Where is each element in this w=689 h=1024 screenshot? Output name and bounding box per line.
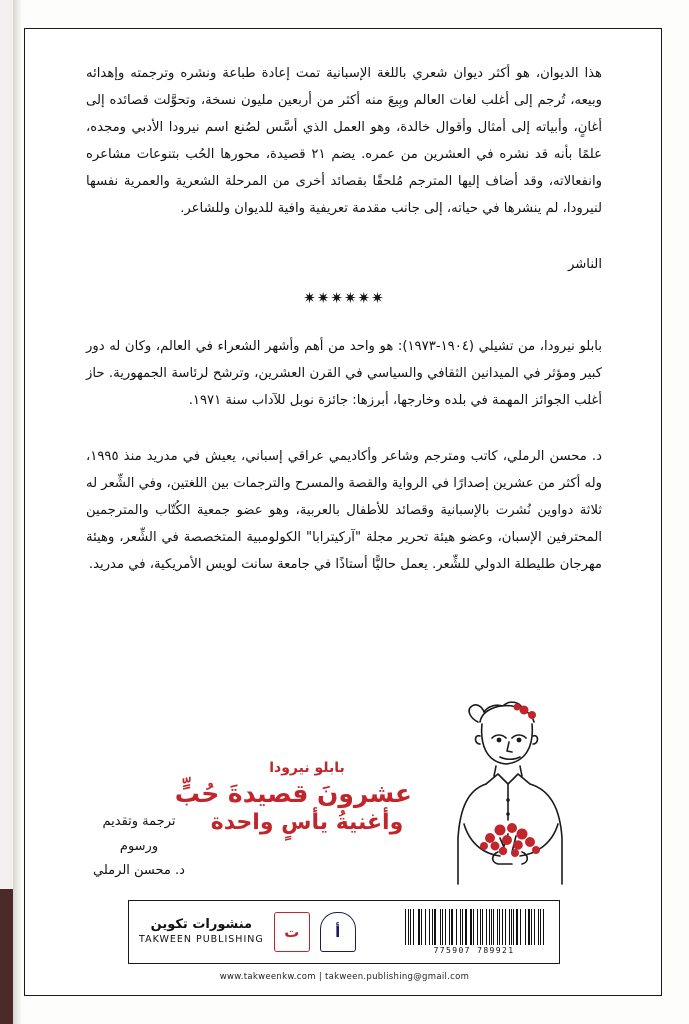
publisher-logo-group <box>139 912 356 952</box>
footer-contact-line: www.takweenkw.com | takween.publishing@gmail.com <box>219 972 470 982</box>
back-cover-text-content <box>86 60 602 595</box>
translator-name: د. محسن الرملي <box>93 863 185 879</box>
blurb-paragraph: هذا الديوان، هو أكثر ديوان شعري باللغة الإسبانية تمت إعادة طباعة ونشره وترجمته وإهدائه وبيعه، تُرجم إلى أغلب لغات العالم وبِيعَ منه أكثر من أربعين مليون نسخة، وتحوَّلت قصائده إلى أغانٍ، وأبياته إلى أمثال وأقوال خالدة، وهو العمل الذي أسَّس لصُنع اسم نيرودا الأدبي ومجده، علمًا بأنه قد نشره في العشرين من عمره. يضم ٢١ قصيدة، محورها الحُب بتنوعات مشاعره وانفعالاته، وقد أضاف إليها المترجم مُلحقًا بقصائد أخرى من المرحلة الشعرية والعمرية نفسها لنيرودا، لم ينشرها في حياته، إلى جانب مقدمة تعريفية وافية للديوان وللشاعر. <box>86 66 602 217</box>
cover-thumbnail-block <box>86 688 602 888</box>
book-spine-strip <box>0 0 13 1024</box>
publisher-signature: الناشر <box>567 257 602 273</box>
barcode-digits: 789921 775907 <box>433 946 515 955</box>
publisher-name-english: TAKWEEN PUBLISHING <box>139 934 264 946</box>
author-bio-paragraph: بابلو نيرودا، من تشيلي (١٩٠٤-١٩٧٣): هو واحد من أهم وأشهر الشعراء في العالم، وكان له دور كبير ومؤثر في الميدانين الثقافي والسياسي في القرن العشرين، وترشح لرئاسة الجمهورية. حاز أغلب الجوائز المهمة في بلده وخارجها، أبرزها: جائزة نوبل للآداب سنة ١٩٧١. <box>86 338 602 408</box>
isbn-barcode <box>399 909 549 955</box>
takween-logo-icon: ت <box>274 912 310 952</box>
page-edge-shadow <box>13 0 22 1024</box>
section-divider-stars: ✷✷✷✷✷✷ <box>303 288 385 307</box>
cover-title-line-2: وأغنيةُ يأسٍ واحدة <box>210 809 404 835</box>
barcode-bars <box>405 909 543 945</box>
translation-label: ترجمة وتقديم ورسوم <box>102 814 176 854</box>
publisher-bottom-bar <box>128 900 560 964</box>
translator-bio-paragraph: د. محسن الرملي، كاتب ومترجم وشاعر وأكاديمي عراقي إسباني، يعيش في مدريد منذ ١٩٩٥، وله أكثر من عشرين إصدارًا في الرواية والقصة والمسرح والترجمات بين اللغتين، وفي الشِّعر له ثلاثة دواوين نُشرت بالإسبانية وقصائد للأطفال بالعربية، وهو عضو جمعية الكُتّاب والمترجمين المحترفين الإسبان، وعضو هيئة تحرير مجلة "آركيترابا" الكولومبية المتخصصة في الشِّعر، وهيئة مهرجان طليطلة الدولي للشِّعر. يعمل حاليًّا أستاذًا في جامعة سانت لويس الأمريكية، في مدريد. <box>86 448 602 573</box>
cover-author-name: بابلو نيرودا <box>269 760 345 776</box>
publisher-name-block <box>139 917 264 946</box>
cover-translator-credit <box>84 810 194 884</box>
publisher-name-arabic: منشورات تكوين <box>150 917 253 933</box>
secondary-publisher-logo-icon: أ <box>320 912 356 952</box>
book-spine-dark-segment <box>0 889 13 1024</box>
cover-title-line-1: عشرونَ قصيدةَ حُبٍّ <box>174 779 412 808</box>
man-with-flowers-illustration <box>420 688 602 888</box>
paragraph-gap <box>86 431 602 443</box>
cover-title-block <box>174 760 412 836</box>
